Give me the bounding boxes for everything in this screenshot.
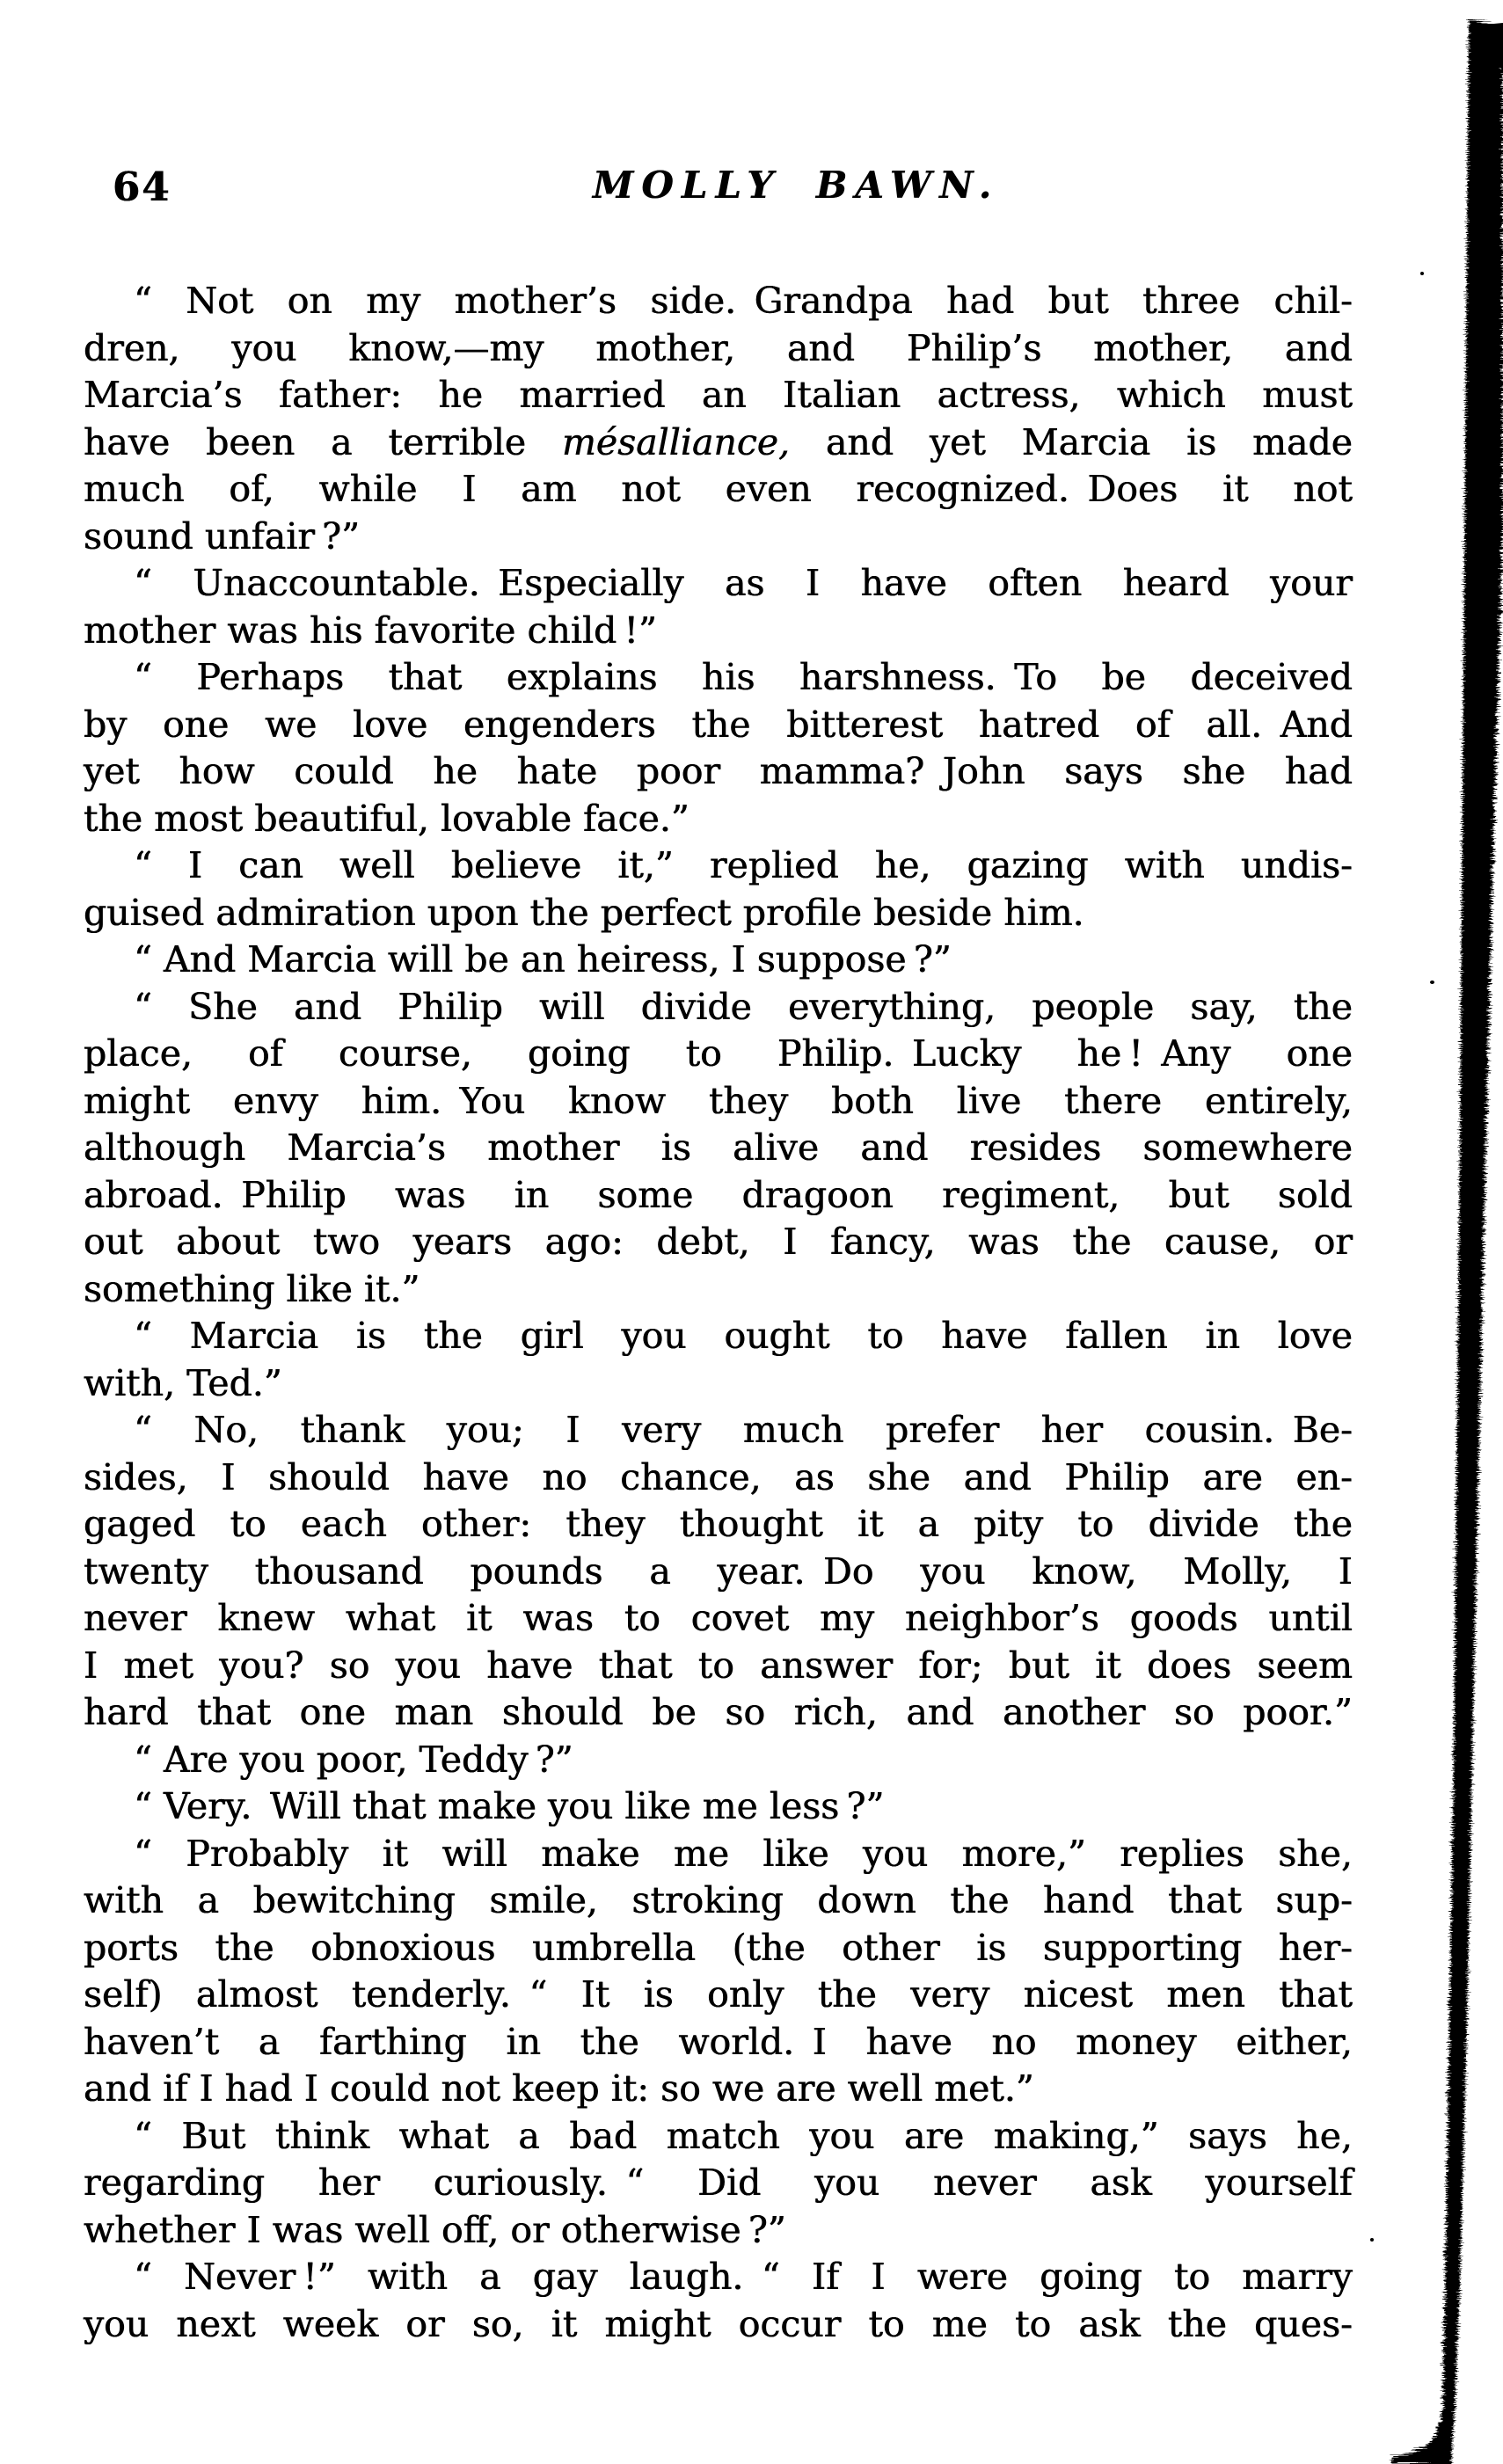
text-line: out about two years ago: debt, I fancy, was the cause, or: [84, 1221, 1353, 1263]
text-line: “ I can well believe it,” replied he, gazing with undis-: [134, 844, 1353, 886]
text-line: “ And Marcia will be an heiress, I suppose ?”: [134, 938, 952, 980]
text-line: I met you? so you have that to answer for; but it does seem: [84, 1644, 1353, 1687]
text-line: gaged to each other: they thought it a pity to divide the: [84, 1503, 1353, 1545]
text-line: with, Ted.”: [84, 1361, 282, 1404]
text-line: regarding her curiously. “ Did you never ask yourself: [84, 2161, 1353, 2204]
text-line: haven’t a farthing in the world. I have no money either,: [84, 2020, 1353, 2063]
text-line: the most beautiful, lovable face.”: [84, 797, 689, 840]
text-line: much of, while I am not even recognized. Does it not: [84, 468, 1353, 510]
text-line: “ Perhaps that explains his harshness. To be deceived: [134, 656, 1353, 698]
text-line: although Marcia’s mother is alive and resides somewhere: [84, 1126, 1353, 1169]
text-line: sides, I should have no chance, as she and Philip are en-: [84, 1455, 1353, 1498]
text-line: dren, you know,—my mother, and Philip’s mother, and: [84, 326, 1353, 369]
text-line: yet how could he hate poor mamma? John says she had: [84, 750, 1353, 792]
text-line: “ No, thank you; I very much prefer her cousin. Be-: [134, 1409, 1353, 1451]
text-line: twenty thousand pounds a year. Do you know, Molly, I: [84, 1549, 1353, 1593]
text-line: have been a terrible mésalliance, and yet Marcia is made: [84, 420, 1353, 463]
text-line: “ She and Philip will divide everything, people say, the: [134, 985, 1353, 1028]
text-line: “ Are you poor, Teddy ?”: [134, 1738, 573, 1781]
text-line: with a bewitching smile, stroking down the hand that sup-: [84, 1879, 1353, 1921]
text-line: might envy him. You know they both live there entirely,: [84, 1079, 1353, 1122]
text-line: Marcia’s father: he married an Italian actress, which must: [84, 374, 1353, 416]
text-line: sound unfair ?”: [84, 514, 361, 558]
text-line: ports the obnoxious umbrella (the other is supporting her-: [84, 1926, 1353, 1969]
text-line: “ Probably it will make me like you more,” replies she,: [134, 1832, 1353, 1875]
text-line: “ But think what a bad match you are making,” says he,: [134, 2114, 1353, 2157]
text-line: abroad. Philip was in some dragoon regiment, but sold: [84, 1173, 1353, 1216]
text-line: “ Not on my mother’s side. Grandpa had but three chil-: [134, 280, 1353, 322]
text-line: place, of course, going to Philip. Lucky he ! Any one: [84, 1032, 1353, 1075]
text-line: “ Never !” with a gay laugh. “ If I were going to marry: [134, 2256, 1353, 2298]
text-line: you next week or so, it might occur to me to ask the ques-: [84, 2302, 1353, 2345]
text-line: guised admiration upon the perfect profile beside him.: [84, 891, 1084, 934]
text-line: “ Marcia is the girl you ought to have fallen in love: [134, 1315, 1353, 1357]
text-line: hard that one man should be so rich, and another so poor.”: [84, 1691, 1353, 1733]
text-line: something like it.”: [84, 1267, 420, 1310]
text-line: “ Unaccountable. Especially as I have often heard your: [134, 562, 1353, 604]
text-line: never knew what it was to covet my neighbor’s goods until: [84, 1597, 1353, 1639]
running-title: MOLLY BAWN.: [592, 164, 1000, 207]
text-line: and if I had I could not keep it: so we are well met.”: [84, 2067, 1034, 2110]
text-line: self) almost tenderly. “ It is only the very nicest men that: [84, 1973, 1353, 2016]
text-line: mother was his favorite child !”: [84, 609, 657, 652]
text-line: “ Very. Will that make you like me less ?”: [134, 1785, 885, 1827]
text-line: whether I was well off, or otherwise ?”: [84, 2208, 786, 2251]
text-line: by one we love engenders the bitterest hatred of all. And: [84, 703, 1353, 746]
page-number: 64: [113, 164, 171, 210]
